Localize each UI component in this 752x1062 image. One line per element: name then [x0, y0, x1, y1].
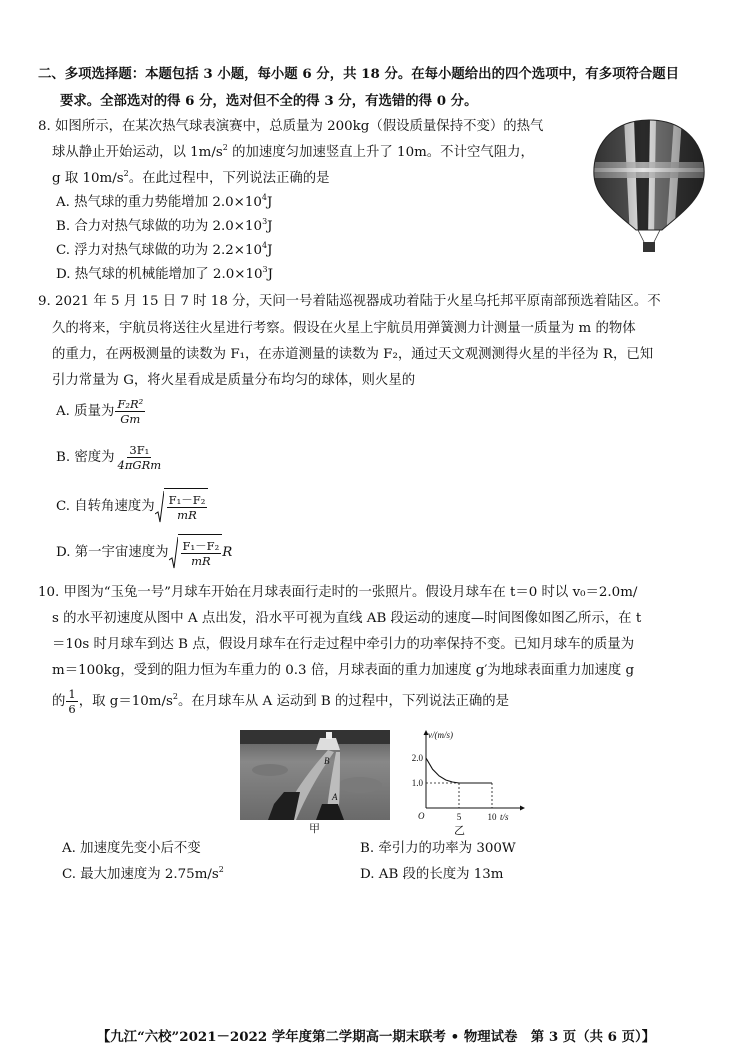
- origin-label: O: [418, 811, 425, 821]
- photo-label-b: B: [324, 756, 330, 766]
- q8-option-d: D. 热气球的机械能增加了 $2.0\times 10^3J$: [56, 265, 273, 282]
- q8-option-a: A. 热气球的重力势能增加 $2.0\times 10^4J$: [56, 193, 273, 210]
- x-tick-label: 5: [456, 812, 462, 822]
- q8-line1: 8. 如图所示，在某次热气球表演赛中，总质量为 200kg（假设质量保持不变）的热气: [38, 119, 544, 134]
- q9-option-d: D. 第一宇宙速度为 $\frac{\text{F₁－F₂}}{mR}$ R: [56, 534, 232, 571]
- q10-line5: 的 $\frac{1}{6}$ ，取 $g=10m/s^2$。在月球车从 A 运动到 B 的过程中，下列说法正确的是: [52, 687, 510, 716]
- q10-option-a: A. 加速度先变小后不变: [62, 841, 201, 856]
- y-axis-label: v/(m/s): [428, 730, 453, 740]
- x-axis-label: t/s: [500, 812, 509, 822]
- page-footer: 【九江“六校”2021－2022 学年度第二学期高一期末联考 • 物理试卷 第 3 页（共 6 页）】: [96, 1029, 656, 1045]
- mass-fraction: $\frac{\text{F₂R²}}{Gm}$: [117, 397, 144, 426]
- q10-option-b: B. 牵引力的功率为 300W: [360, 841, 516, 856]
- q9-line3: 的重力，在两极测量的读数为 F₁，在赤道测量的读数为 F₂，通过天文观测测得火星的半径为 R，已知: [52, 347, 654, 362]
- q8-option-b: B. 合力对热气球做的功为 $2.0\times 10^3J$: [56, 217, 273, 234]
- q10-line3: ＝10s 时月球车到达 B 点，假设月球车在行走过程中牵引力的功率保持不变。已知月球车的质量为: [52, 637, 635, 652]
- angular-velocity-sqrt: $\frac{\text{F₁－F₂}}{mR}$: [155, 488, 209, 525]
- q8-option-c: C. 浮力对热气球做的功为 $2.2\times 10^4J$: [56, 241, 273, 258]
- photo-label-a: A: [332, 792, 338, 802]
- q9-option-c: C. 自转角速度为 $\frac{\text{F₁－F₂}}{mR}$: [56, 488, 208, 525]
- q8-line3: g 取 $10m/s^2$。在此过程中，下列说法正确的是: [52, 169, 330, 186]
- y-tick-label: 2.0: [411, 753, 423, 763]
- density-fraction: $\frac{\text{3F₁}}{\text{4πGRm}}$: [117, 443, 162, 472]
- q10-line4: m＝100kg，受到的阻力恒为车重力的 0.3 倍，月球表面的重力加速度 g′为地球表面重力加速度 g: [52, 663, 635, 678]
- section-heading-line1: 二、多项选择题：本题包括 3 小题，每小题 6 分，共 18 分。在每小题给出的四个选项中，有多项符合题目: [38, 66, 680, 82]
- y-tick-label: 1.0: [411, 778, 423, 788]
- x-tick-label: 10: [487, 812, 497, 822]
- q10-option-c: C. 最大加速度为 $2.75m/s^2$: [62, 865, 224, 882]
- q10-line2: s 的水平初速度从图中 A 点出发，沿水平可视为直线 AB 段运动的速度—时间图像如图乙所示，在 t: [52, 611, 642, 626]
- q9-option-a: A. 质量为 $\frac{\text{F₂R²}}{Gm}$: [56, 397, 144, 426]
- q9-option-b: B. 密度为 $\frac{\text{3F₁}}{\text{4πGRm}}$: [56, 443, 162, 472]
- q9-line1: 9. 2021 年 5 月 15 日 7 时 18 分，天问一号着陆巡视器成功着陆于火星乌托邦平原南部预选着陆区。不: [38, 294, 661, 309]
- first-cosmic-velocity-sqrt: $\frac{\text{F₁－F₂}}{mR}$: [169, 534, 223, 571]
- section-heading-line2: 要求。全部选对的得 6 分，选对但不全的得 3 分，有选错的得 0 分。: [60, 93, 478, 109]
- velocity-time-graph: [396, 728, 526, 824]
- velocity-curve: [426, 758, 492, 783]
- q9-line4: 引力常量为 G，将火星看成是质量分布均匀的球体，则火星的: [52, 373, 416, 388]
- q9-line2: 久的将来，宇航员将送往火星进行考察。假设在火星上宇航员用弹簧测力计测量一质量为 m 的物体: [52, 321, 636, 336]
- q10-option-d: D. AB 段的长度为 13m: [360, 867, 504, 882]
- x-axis-arrow: [520, 806, 525, 811]
- lunar-rover-photo: [240, 730, 390, 820]
- q8-line2: 球从静止开始运动，以 $1m/s^2$ 的加速度匀加速竖直上升了 10m。不计空气阻力，: [52, 143, 534, 160]
- graph-caption: 乙: [454, 824, 465, 837]
- hot-air-balloon-image: [590, 118, 708, 258]
- photo-caption: 甲: [309, 822, 320, 835]
- q10-line1: 10. 甲图为“玉兔一号”月球车开始在月球表面行走时的一张照片。假设月球车在 t＝0 时以 v₀＝2.0m/: [38, 585, 638, 600]
